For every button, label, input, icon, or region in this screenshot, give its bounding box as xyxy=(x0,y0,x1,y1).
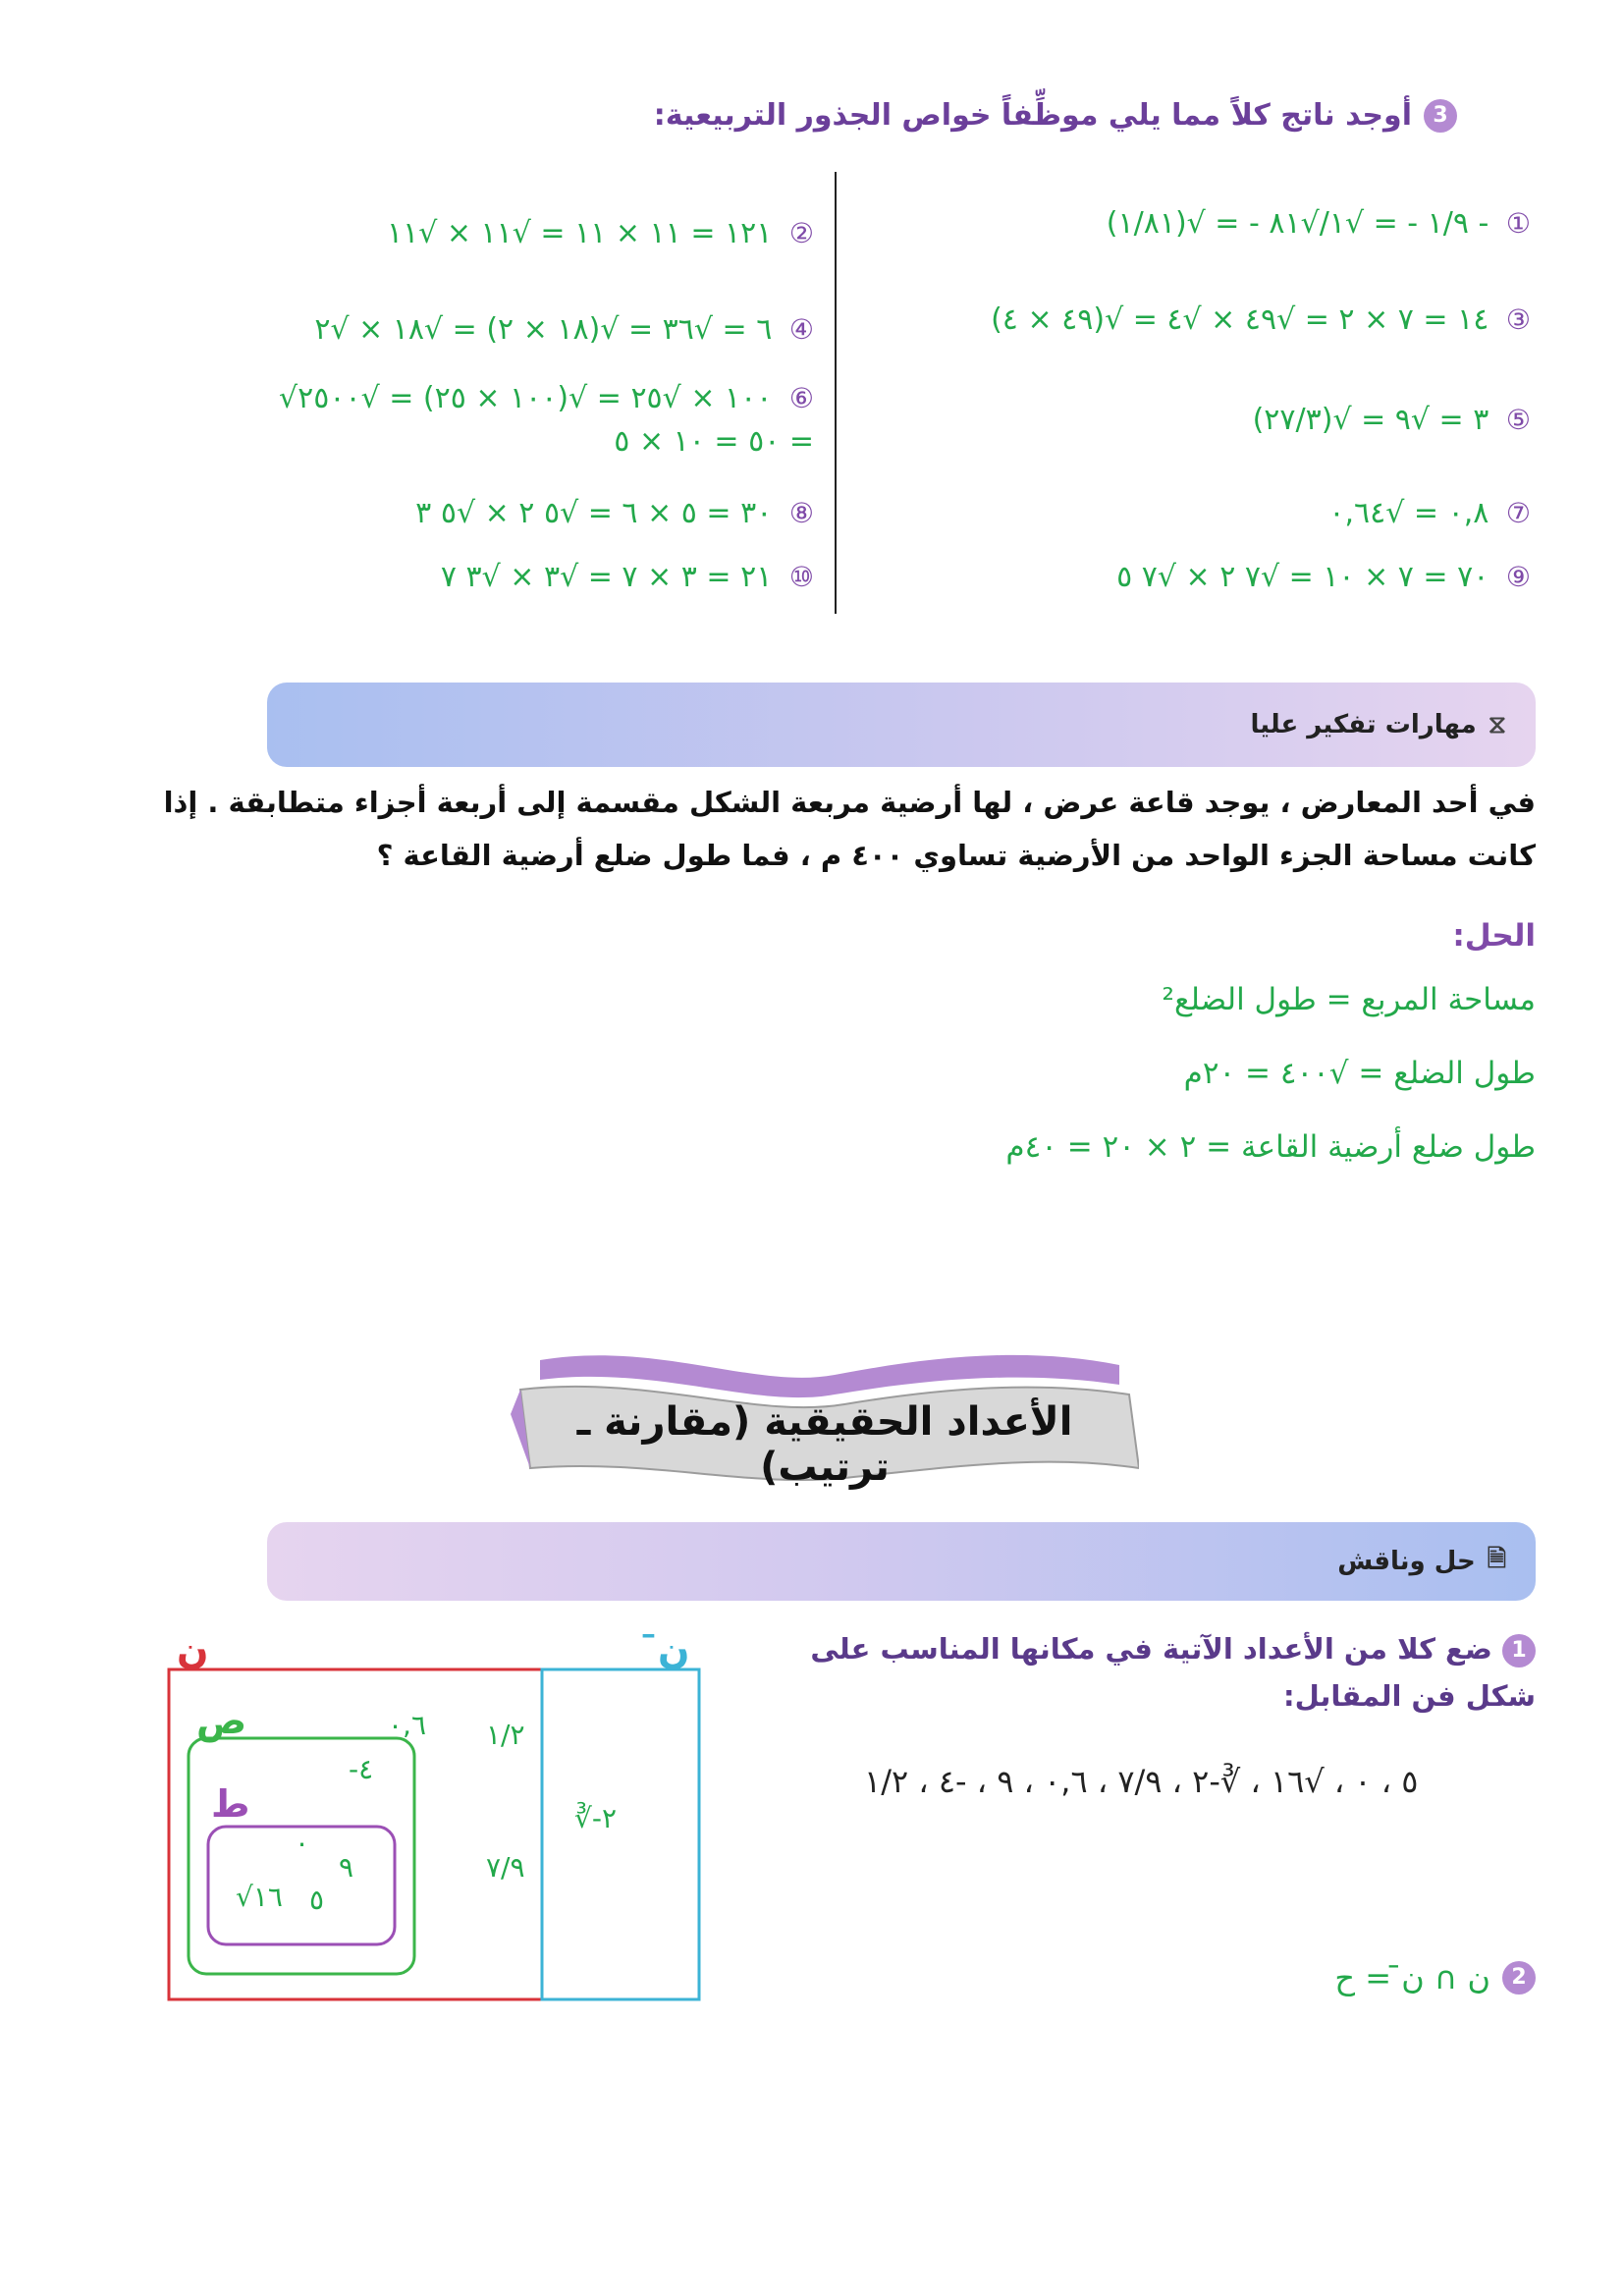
hourglass-icon: ⧖ xyxy=(1488,709,1506,739)
left-item-10: ٢١ = ٣ × ٧ = √٣ × √٣ ٧ ⑩ xyxy=(440,560,814,594)
venn-number: ١/٢ xyxy=(486,1719,525,1751)
exercise-number-badge: 3 xyxy=(1424,99,1457,133)
exercise3-heading xyxy=(654,98,1457,133)
solution-label: الحل: xyxy=(1452,918,1536,954)
right-item-1: ١/٩ - = √١/√٨١ - = √(١/٨١) - ① xyxy=(1106,206,1531,241)
solution-line-2: طول الضلع = √٤٠٠ = ٢٠م xyxy=(1183,1056,1536,1091)
question-2-badge: 2 xyxy=(1502,1961,1536,1995)
question-2 xyxy=(1334,1959,1536,1996)
section-title-ribbon xyxy=(511,1350,1139,1488)
solution-line-3: طول ضلع أرضية القاعة = ٢ × ٢٠ = ٤٠م xyxy=(1005,1129,1536,1165)
left-item-8: ٣٠ = ٥ × ٦ = √٥ ٢ × √٥ ٣ ⑧ xyxy=(415,496,814,530)
venn-number: √١٦ xyxy=(236,1881,283,1913)
left-item-4: ٦ = √٣٦ = √(١٨ × ٢) = √١٨ × √٢ ④ xyxy=(314,312,814,347)
right-item-9: ٧٠ = ٧ × ١٠ = √٧ ٢ × √٧ ٥ ⑨ xyxy=(1116,560,1531,594)
venn-number: -٤ xyxy=(349,1753,374,1785)
set-n-label: ن xyxy=(177,1628,209,1671)
set-n-bar-label: ن̄ xyxy=(658,1628,690,1671)
venn-number: ٠ xyxy=(295,1827,310,1859)
left-item-2: ١٢١ = ١١ × ١١ = √١١ × √١١ ② xyxy=(386,216,814,250)
venn-number: ٥ xyxy=(309,1884,325,1916)
set-s-label: ص xyxy=(196,1699,247,1742)
venn-number: ٧/٩ xyxy=(486,1851,525,1884)
section-title: الأعداد الحقيقية (مقارنة ـ ترتيب) xyxy=(576,1399,1073,1490)
venn-number: ٩ xyxy=(339,1851,354,1884)
question-1-text: ضع كلا من الأعداد الآتية في مكانها المناسب على شكل فن المقابل: xyxy=(810,1632,1536,1713)
question-2-expr: ن ∩ ن̄ = ح xyxy=(1334,1959,1490,1996)
question-1 xyxy=(789,1625,1536,1720)
question-1-badge: 1 xyxy=(1502,1634,1536,1667)
right-item-5: ٣ = √٩ = √(٢٧/٣) ⑤ xyxy=(1252,403,1531,437)
left-item-6-cont: ٥٠ = ١٠ × ٥ = xyxy=(614,424,814,459)
problem-text: في أحد المعارض ، يوجد قاعة عرض ، لها أرضية مربعة الشكل مقسمة إلى أربعة أجزاء متطابقة . إذا كانت مساحة الجزء الواحد من الأرضية تساوي ٤٠٠ م ، فما طول ضلع أرضية القاعة ؟ xyxy=(163,786,1536,872)
venn-diagram xyxy=(167,1628,707,2003)
solve-discuss-band xyxy=(267,1522,1536,1601)
solution-line-1: مساحة المربع = طول الضلع² xyxy=(1162,982,1536,1017)
exercise3-title: أوجد ناتج كلاً مما يلي موظِّفاً خواص الجذور التربيعية: xyxy=(653,98,1412,133)
right-item-7: ٠,٨ = √٠,٦٤ ⑦ xyxy=(1328,496,1531,530)
column-divider xyxy=(835,172,837,614)
question-1-numbers: ٥ ، ٠ ، √١٦ ، ∛-٢ ، ٧/٩ ، ٠,٦ ، ٩ ، -٤ ، ١/٢ xyxy=(864,1763,1419,1800)
band2-label: حل وناقش xyxy=(1337,1547,1476,1576)
right-item-3: ١٤ = ٧ × ٢ = √٤٩ × √٤ = √(٤٩ × ٤) ③ xyxy=(991,302,1531,337)
higher-thinking-band xyxy=(267,683,1536,767)
venn-number: ∛-٢ xyxy=(574,1802,617,1834)
left-item-6: √١٠٠ × √٢٥ = √(١٠٠ × ٢٥) = √٢٥٠٠ ⑥ xyxy=(279,381,814,415)
band1-label: مهارات تفكير عليا xyxy=(1250,710,1477,739)
set-t-label: ط xyxy=(211,1782,250,1826)
venn-number: ٠,٦ xyxy=(388,1709,426,1741)
document-icon: 🗎 xyxy=(1487,1544,1506,1572)
